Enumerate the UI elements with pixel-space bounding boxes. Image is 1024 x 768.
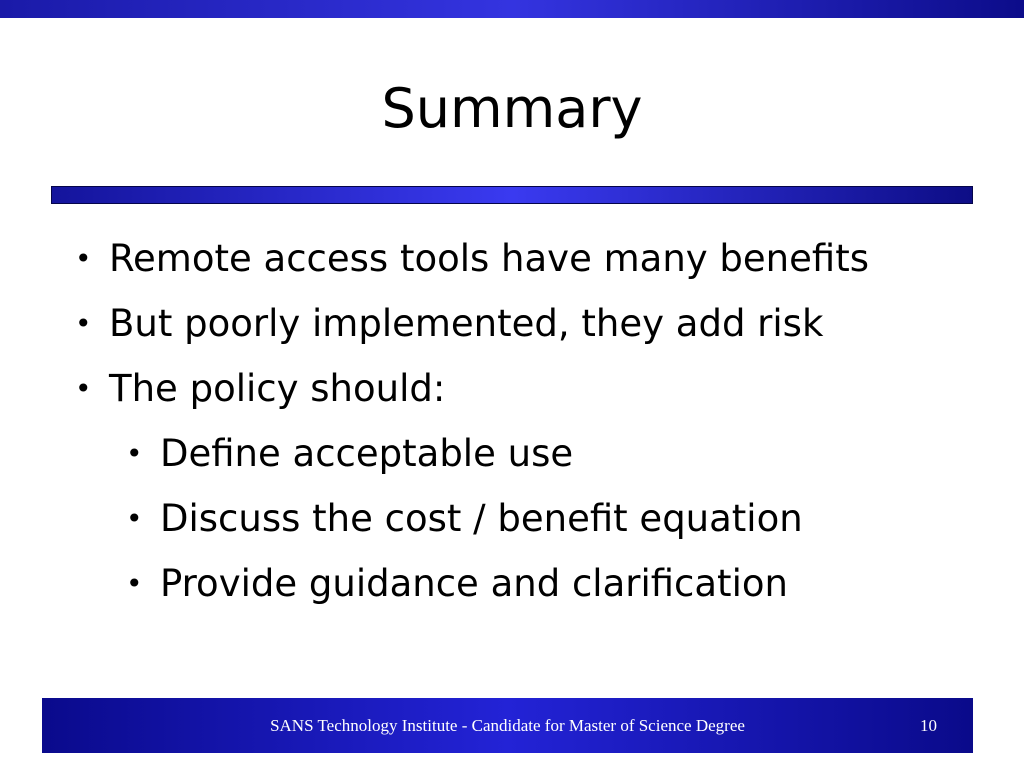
- bullet-text: Remote access tools have many benefits: [109, 237, 869, 280]
- sub-bullet-text: Define acceptable use: [160, 432, 574, 475]
- footer-bar: [42, 698, 973, 753]
- top-banner-bar: [0, 0, 1024, 18]
- title-divider-bar: [51, 186, 973, 204]
- sub-bullet-item: [0, 486, 1024, 551]
- bullet-item: [0, 291, 1024, 356]
- sub-bullet-text: Provide guidance and clarification: [160, 562, 788, 605]
- bullet-list: [0, 226, 1024, 616]
- bullet-icon: •: [126, 502, 143, 535]
- bullet-icon: •: [75, 242, 92, 275]
- sub-bullet-item: [0, 421, 1024, 486]
- bullet-text: The policy should:: [109, 367, 446, 410]
- bullet-text: But poorly implemented, they add risk: [109, 302, 824, 345]
- bullet-item: [0, 356, 1024, 421]
- slide-title: Summary: [381, 77, 643, 140]
- bullet-icon: •: [126, 567, 143, 600]
- footer-text: SANS Technology Institute - Candidate for Master of Science Degree: [270, 716, 745, 735]
- sub-bullet-item: [0, 551, 1024, 616]
- slide-number: 10: [920, 716, 937, 735]
- bullet-icon: •: [126, 437, 143, 470]
- bullet-icon: •: [75, 307, 92, 340]
- bullet-item: [0, 226, 1024, 291]
- sub-bullet-text: Discuss the cost / benefit equation: [160, 497, 803, 540]
- bullet-icon: •: [75, 372, 92, 405]
